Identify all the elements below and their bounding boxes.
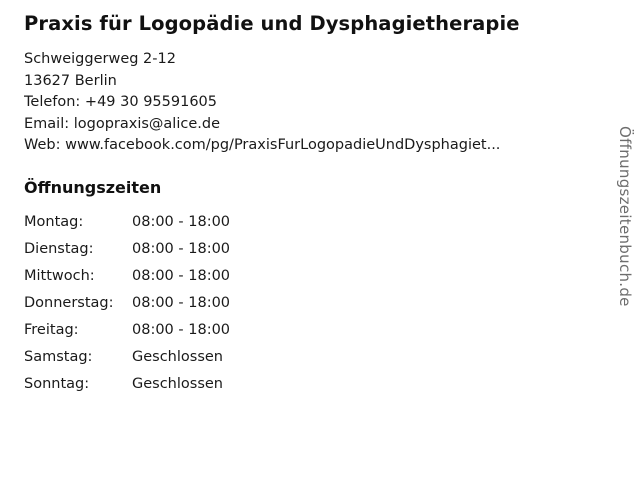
day-label: Sonntag: xyxy=(24,375,90,392)
phone-number: Telefon: +49 30 95591605 xyxy=(24,94,217,111)
time-value: 08:00 - 18:00 xyxy=(132,267,231,284)
table-row xyxy=(24,294,230,321)
table-row xyxy=(24,213,230,240)
page-title: Praxis für Logopädie und Dysphagietherapie xyxy=(24,12,520,35)
table-row xyxy=(24,267,230,294)
address-city: 13627 Berlin xyxy=(24,72,117,89)
time-value: 08:00 - 18:00 xyxy=(132,321,231,338)
table-row xyxy=(24,321,230,348)
time-value: 08:00 - 18:00 xyxy=(132,294,231,311)
time-value: Geschlossen xyxy=(132,375,223,392)
opening-hours-heading: Öffnungszeiten xyxy=(24,177,162,197)
table-row xyxy=(24,348,230,375)
day-label: Samstag: xyxy=(24,348,93,365)
time-value: 08:00 - 18:00 xyxy=(132,213,231,230)
table-row xyxy=(24,240,230,267)
email-address: Email: logopraxis@alice.de xyxy=(24,115,220,132)
time-value: Geschlossen xyxy=(132,348,223,365)
watermark-label: Öffnungszeitenbuch.de xyxy=(616,126,634,307)
day-label: Montag: xyxy=(24,213,84,230)
business-info-card xyxy=(24,12,594,402)
table-row xyxy=(24,375,230,402)
contact-details xyxy=(24,49,594,157)
day-label: Freitag: xyxy=(24,321,79,338)
address-street: Schweiggerweg 2-12 xyxy=(24,51,176,68)
day-label: Donnerstag: xyxy=(24,294,114,311)
day-label: Mittwoch: xyxy=(24,267,95,284)
time-value: 08:00 - 18:00 xyxy=(132,240,231,257)
day-label: Dienstag: xyxy=(24,240,94,257)
website-url: Web: www.facebook.com/pg/PraxisFurLogopadieUndDysphagiet... xyxy=(24,137,501,154)
opening-hours-body xyxy=(24,213,230,402)
opening-hours-table xyxy=(24,213,230,402)
